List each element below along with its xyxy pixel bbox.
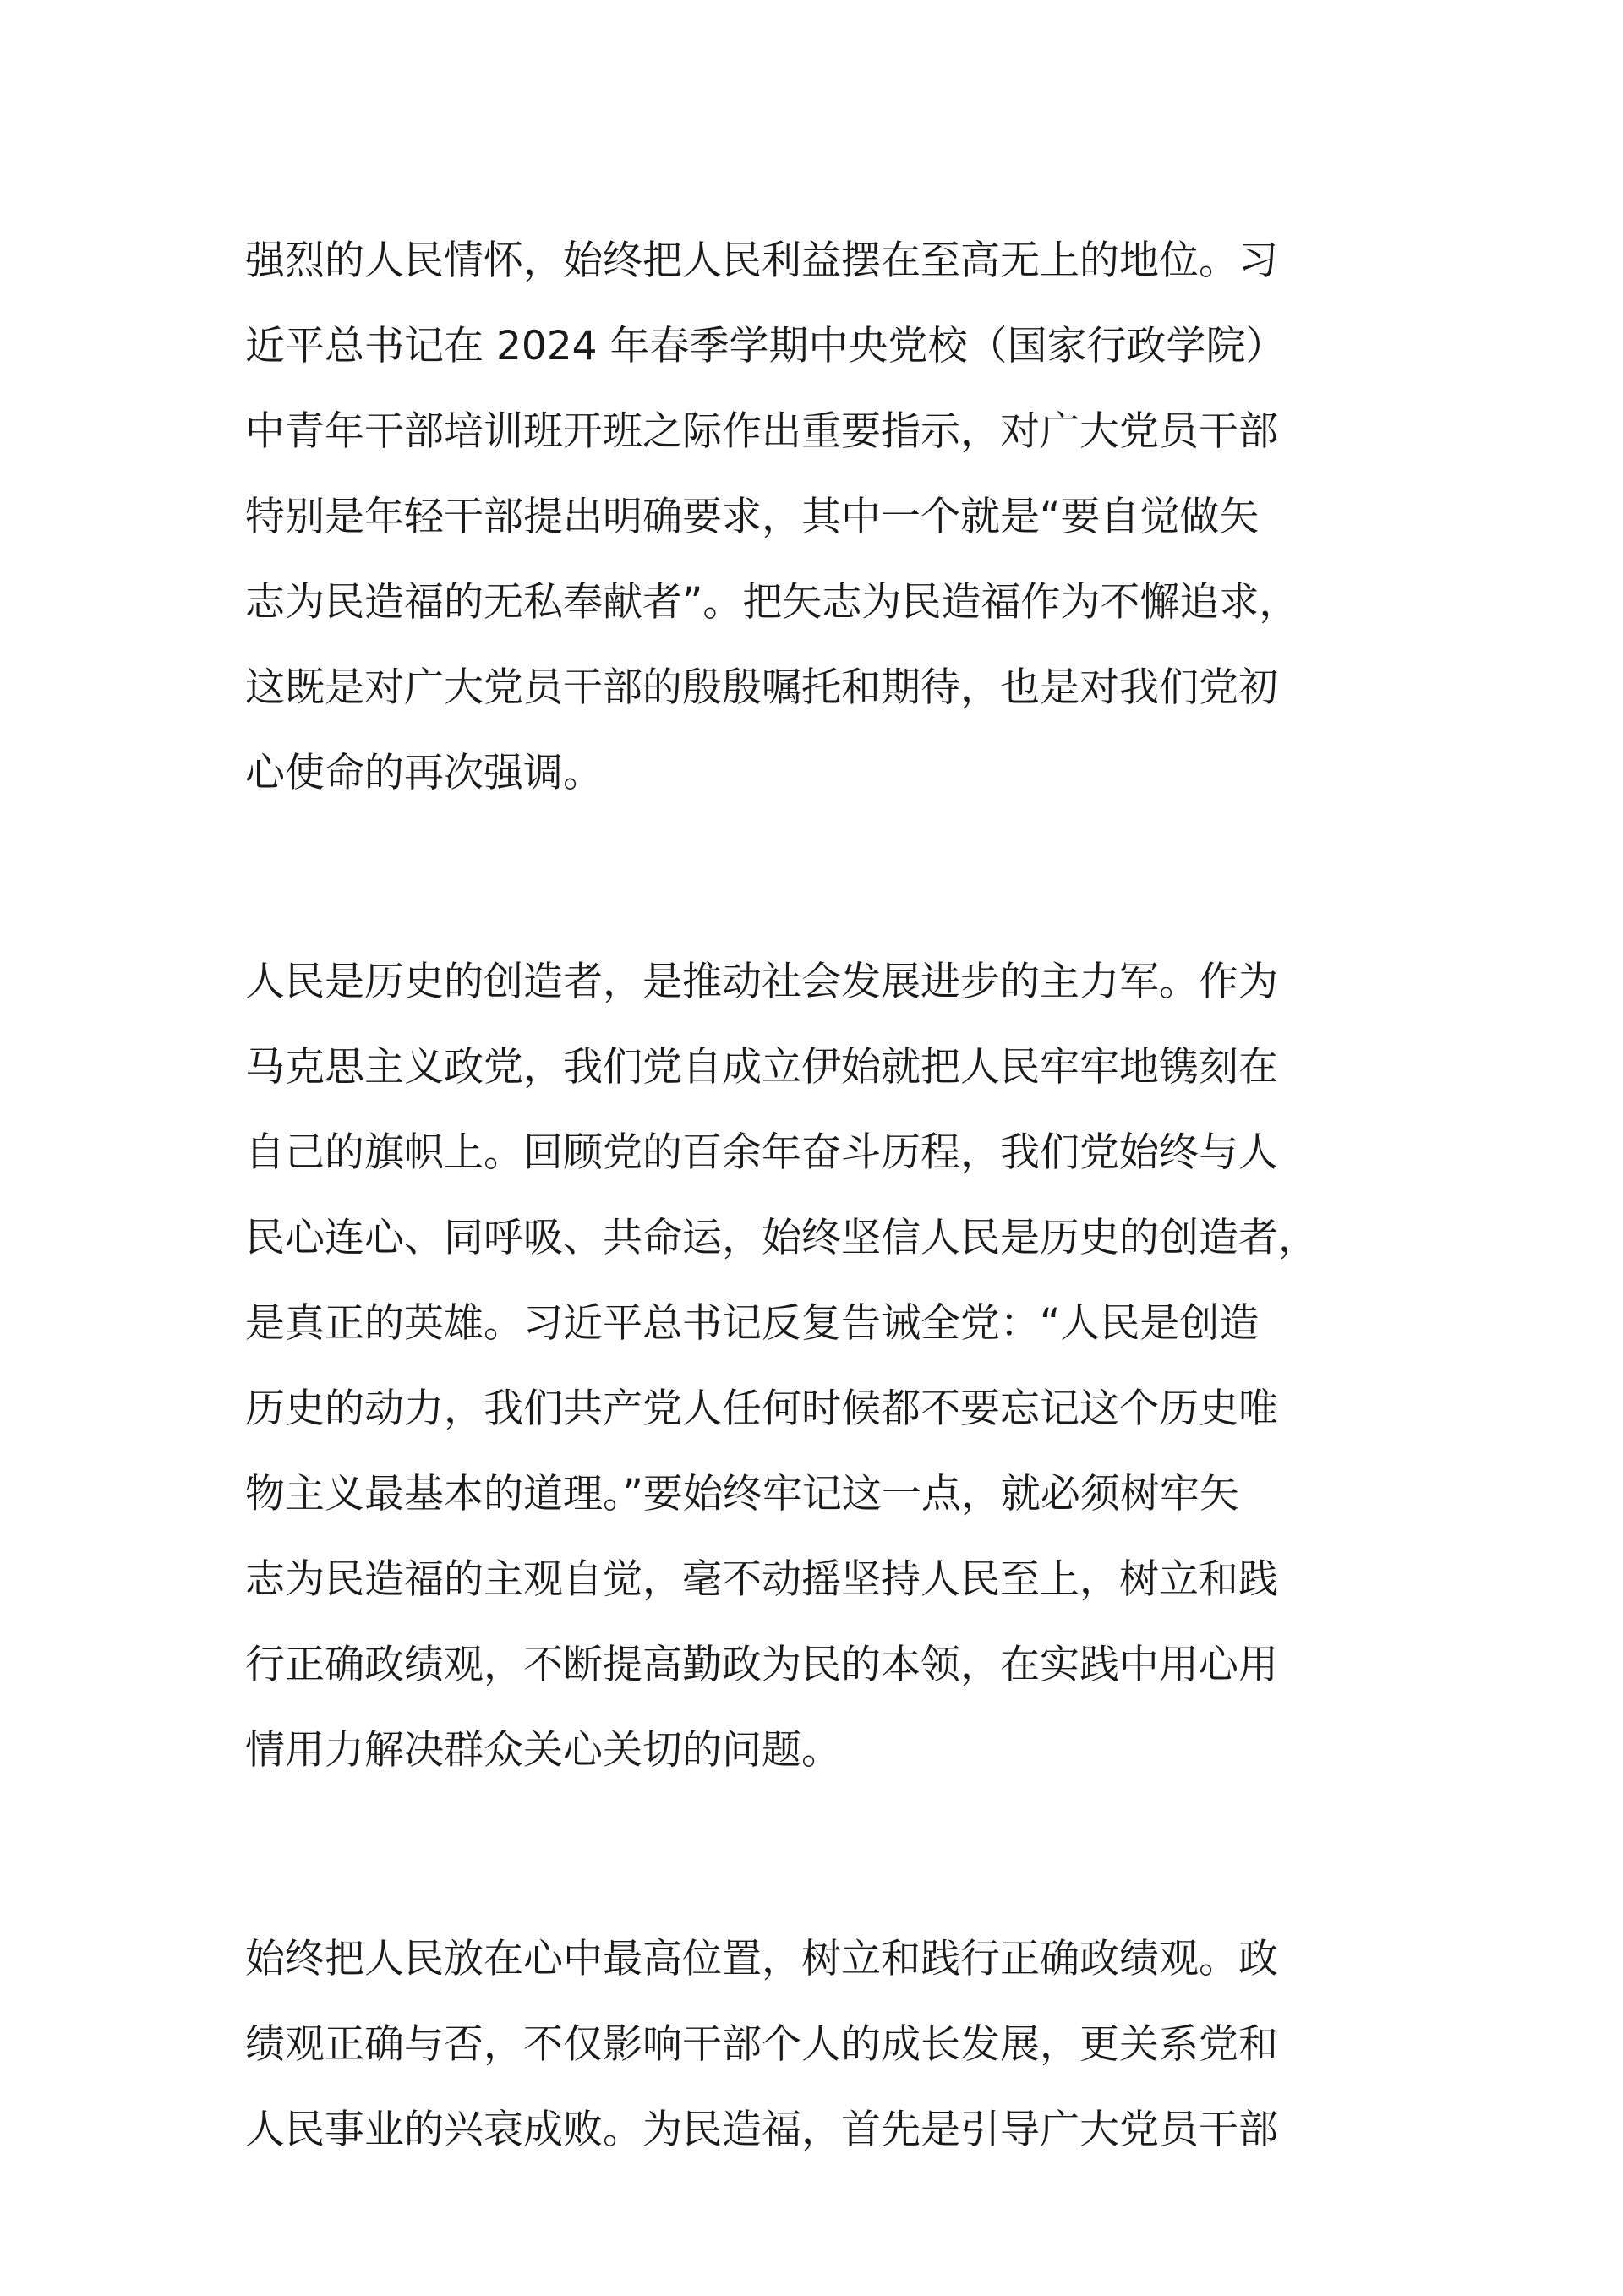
text-line: 志为民造福的无私奉献者”。把矢志为民造福作为不懈追求， [245, 579, 1299, 626]
text-line: 马克思主义政党，我们党自成立伊始就把人民牢牢地镌刻在 [245, 1044, 1278, 1091]
paragraph-2 [245, 939, 1429, 1793]
body-text [245, 218, 1429, 2173]
text-line: 强烈的人民情怀，始终把人民利益摆在至高无上的地位。习 [245, 238, 1278, 284]
text-line: 物主义最基本的道理。”要始终牢记这一点，就必须树牢矢 [245, 1471, 1239, 1517]
text-line: 自己的旗帜上。回顾党的百余年奋斗历程，我们党始终与人 [245, 1129, 1278, 1176]
text-line: 情用力解决群众关心关切的问题。 [245, 1727, 841, 1774]
paragraph-3 [245, 1916, 1429, 2173]
paragraph-spacer [245, 816, 1429, 939]
text-line: 近平总书记在 2024 年春季学期中央党校（国家行政学院） [245, 323, 1286, 369]
text-line: 始终把人民放在心中最高位置，树立和践行正确政绩观。政 [245, 1936, 1278, 1982]
text-line: 中青年干部培训班开班之际作出重要指示，对广大党员干部 [245, 408, 1278, 455]
text-line: 人民事业的兴衰成败。为民造福，首先是引导广大党员干部 [245, 2107, 1278, 2153]
text-line: 行正确政绩观，不断提高勤政为民的本领，在实践中用心用 [245, 1642, 1278, 1688]
text-line: 历史的动力，我们共产党人任何时候都不要忘记这个历史唯 [245, 1386, 1278, 1432]
paragraph-spacer [245, 1793, 1429, 1916]
text-line: 民心连心、同呼吸、共命运，始终坚信人民是历史的创造者， [245, 1215, 1318, 1261]
text-line: 是真正的英雄。习近平总书记反复告诫全党：“人民是创造 [245, 1300, 1260, 1347]
text-line: 心使命的再次强调。 [245, 750, 603, 796]
text-line: 志为民造福的主观自觉，毫不动摇坚持人民至上，树立和践 [245, 1556, 1278, 1603]
text-line: 绩观正确与否，不仅影响干部个人的成长发展，更关系党和 [245, 2021, 1278, 2068]
text-line: 这既是对广大党员干部的殷殷嘱托和期待，也是对我们党初 [245, 664, 1278, 711]
text-line: 特别是年轻干部提出明确要求，其中一个就是“要自觉做矢 [245, 494, 1260, 540]
text-line: 人民是历史的创造者，是推动社会发展进步的主力军。作为 [245, 959, 1278, 1005]
paragraph-1 [245, 218, 1429, 816]
